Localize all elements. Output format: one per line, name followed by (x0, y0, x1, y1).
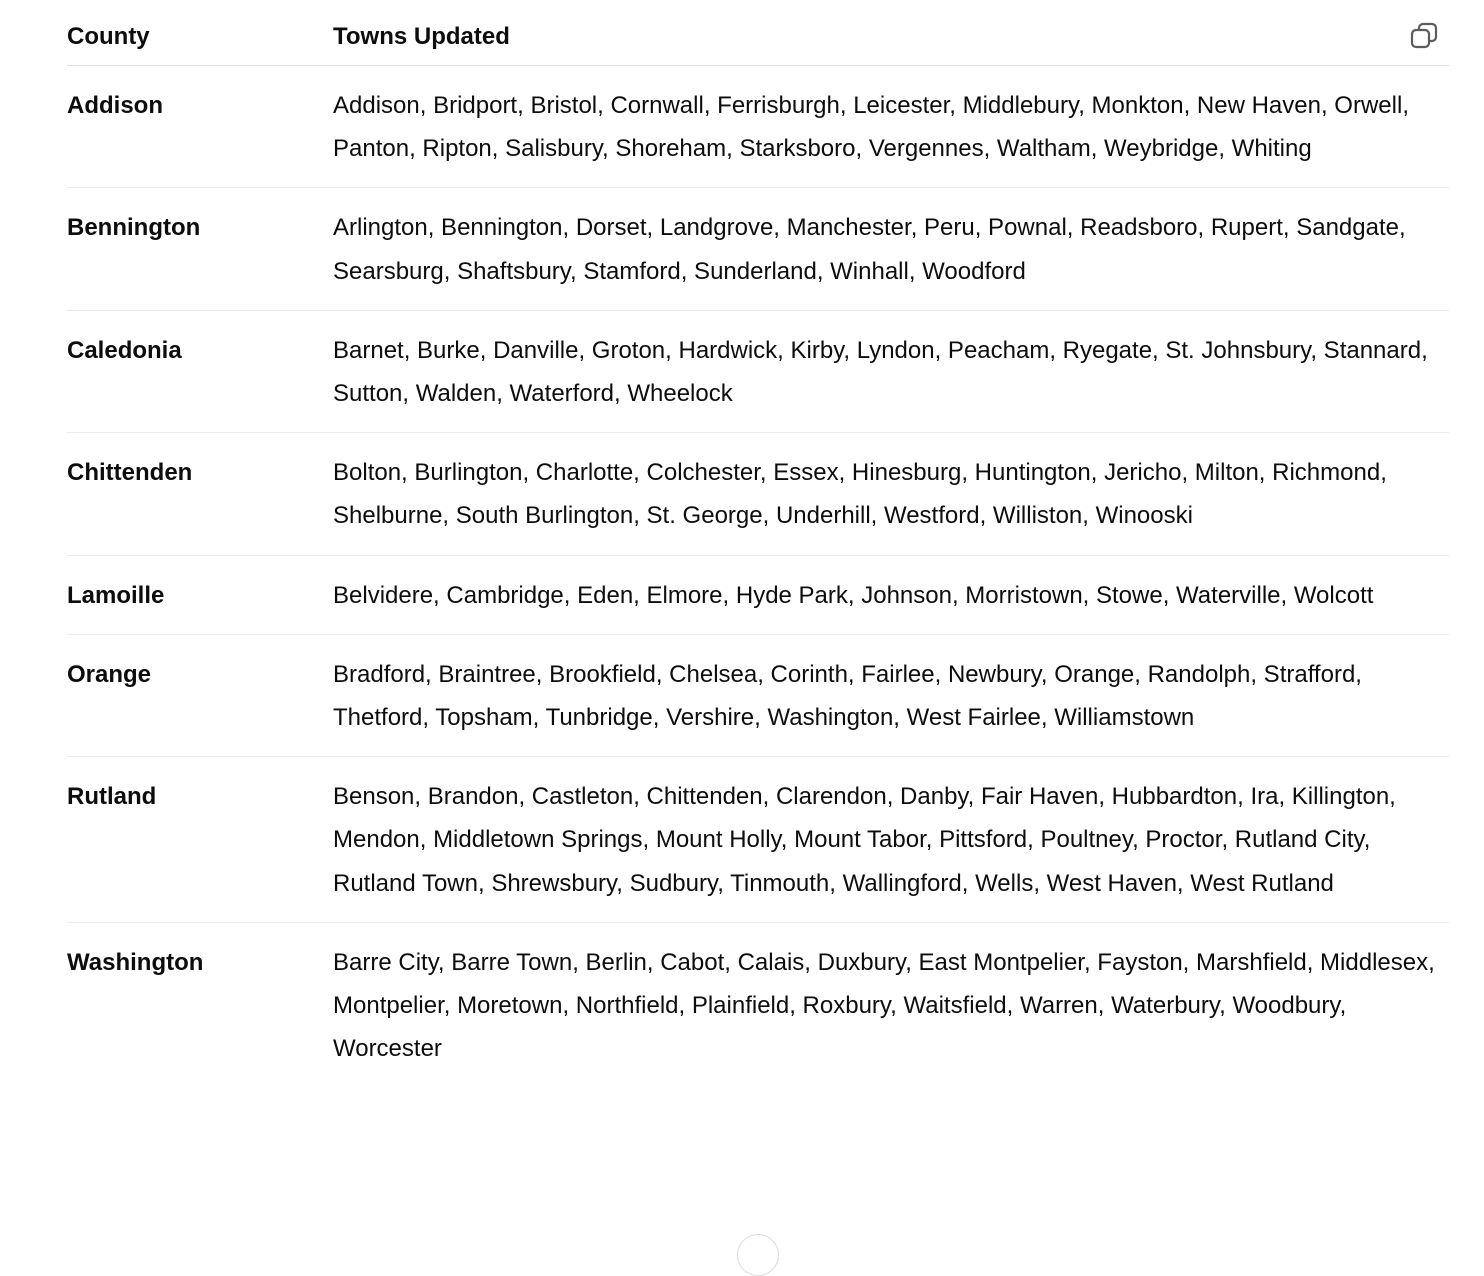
scroll-down-button[interactable] (737, 1234, 779, 1276)
table-row (67, 634, 1449, 756)
county-cell: Chittenden (67, 433, 333, 555)
towns-cell: Barnet, Burke, Danville, Groton, Hardwick, Kirby, Lyndon, Peacham, Ryegate, St. Johnsbury, Stannard, Sutton, Walden, Waterford, Wheelock (333, 310, 1449, 432)
table-header-row (67, 0, 1449, 66)
towns-cell: Belvidere, Cambridge, Eden, Elmore, Hyde Park, Johnson, Morristown, Stowe, Waterville, Wolcott (333, 555, 1449, 634)
county-cell: Orange (67, 634, 333, 756)
table-row (67, 555, 1449, 634)
towns-cell: Addison, Bridport, Bristol, Cornwall, Ferrisburgh, Leicester, Middlebury, Monkton, New Haven, Orwell, Panton, Ripton, Salisbury, Shoreham, Starksboro, Vergennes, Waltham, Weybridge, Whiting (333, 66, 1449, 188)
county-cell: Lamoille (67, 555, 333, 634)
table-row (67, 433, 1449, 555)
towns-cell: Benson, Brandon, Castleton, Chittenden, Clarendon, Danby, Fair Haven, Hubbardton, Ira, Killington, Mendon, Middletown Springs, Mount Holly, Mount Tabor, Pittsford, Poultney, Proctor, Rutland City, Rutland Town, Shrewsbury, Sudbury, Tinmouth, Wallingford, Wells, West Haven, West Rutland (333, 757, 1449, 923)
county-cell: Bennington (67, 188, 333, 310)
towns-cell: Arlington, Bennington, Dorset, Landgrove, Manchester, Peru, Pownal, Readsboro, Rupert, Sandgate, Searsburg, Shaftsbury, Stamford, Sunderland, Winhall, Woodford (333, 188, 1449, 310)
counties-table-container (67, 0, 1449, 1087)
copy-table-button[interactable] (1404, 16, 1444, 56)
table-row (67, 66, 1449, 188)
county-cell: Rutland (67, 757, 333, 923)
table-row (67, 922, 1449, 1087)
towns-cell: Barre City, Barre Town, Berlin, Cabot, Calais, Duxbury, East Montpelier, Fayston, Marshfield, Middlesex, Montpelier, Moretown, Northfield, Plainfield, Roxbury, Waitsfield, Warren, Waterbury, Woodbury, Worcester (333, 948, 1435, 1063)
county-cell: Addison (67, 66, 333, 188)
header-towns-updated: Towns Updated (333, 0, 1449, 66)
towns-cell: Bradford, Braintree, Brookfield, Chelsea, Corinth, Fairlee, Newbury, Orange, Randolph, Strafford, Thetford, Topsham, Tunbridge, Vershire, Washington, West Fairlee, Williamstown (333, 634, 1449, 756)
table-row (67, 188, 1449, 310)
copy-icon (1408, 20, 1440, 52)
towns-cell: Bolton, Burlington, Charlotte, Colchester, Essex, Hinesburg, Huntington, Jericho, Milton, Richmond, Shelburne, South Burlington, St. George, Underhill, Westford, Williston, Winooski (333, 433, 1449, 555)
counties-table (67, 0, 1449, 1087)
table-row (67, 310, 1449, 432)
table-body (67, 66, 1449, 1088)
table-row (67, 757, 1449, 923)
county-cell: Caledonia (67, 310, 333, 432)
header-county: County (67, 0, 333, 66)
county-cell: Washington (67, 948, 204, 976)
table-header (67, 0, 1449, 66)
